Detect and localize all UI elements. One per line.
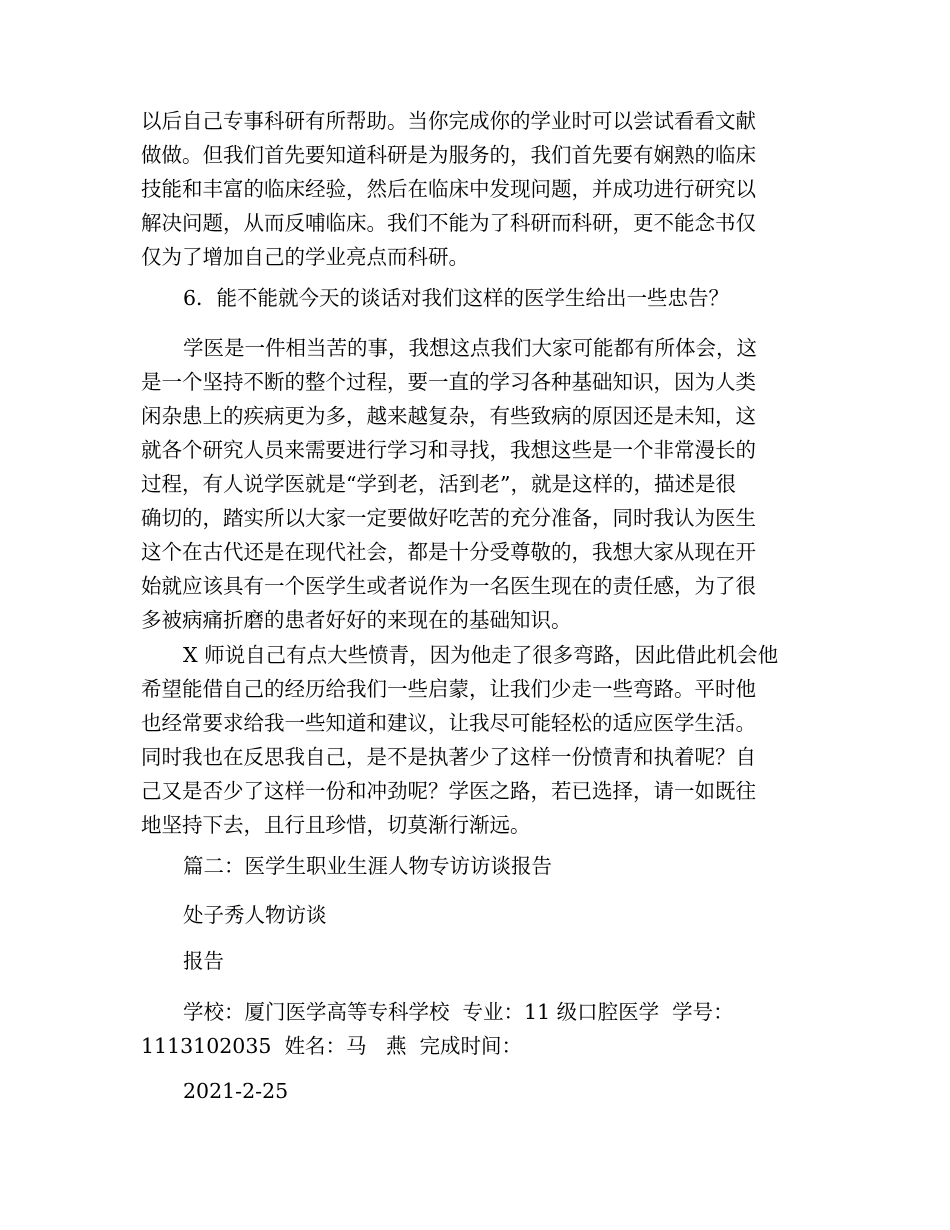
text-line: 技能和丰富的临床经验，然后在临床中发现问题，并成功进行研究以 <box>141 177 756 201</box>
completion-date <box>141 1074 811 1108</box>
text-line: 处子秀人物访谈 <box>183 903 327 927</box>
text-line: 就各个研究人员来需要进行学习和寻找，我想这些是一个非常漫长的 <box>141 438 756 462</box>
question-heading <box>141 281 811 315</box>
text-line: 己又是否少了这样一份和冲劲呢？学医之路，若已选择，请一如既往 <box>141 779 756 803</box>
text-line: 多被病痛折磨的患者好好的来现在的基础知识。 <box>141 608 572 632</box>
text-line: 始就应该具有一个医学生或者说作为一名医生现在的责任感，为了很 <box>141 574 756 598</box>
text-line: 确切的，踏实所以大家一定要做好吃苦的充分准备，同时我认为医生 <box>141 506 756 530</box>
text-line: 解决问题，从而反哺临床。我们不能为了科研而科研，更不能念书仅 <box>141 211 756 235</box>
paragraph-research <box>141 104 811 274</box>
report-label <box>141 944 811 978</box>
text-line: 做做。但我们首先要知道科研是为服务的，我们首先要有娴熟的临床 <box>141 143 756 167</box>
text-line: 报告 <box>183 949 224 973</box>
paragraph-advice <box>141 331 811 637</box>
text-line: X 师说自己有点大些愤青，因为他走了很多弯路，因此借此机会他 <box>183 643 779 667</box>
text-line: 也经常要求给我一些知道和建议，让我尽可能轻松的适应医学生活。 <box>141 711 756 735</box>
text-line: 过程，有人说学医就是“学到老，活到老”，就是这样的，描述是很 <box>141 472 736 496</box>
text-line: 1113102035 姓名：马 燕 完成时间： <box>141 1034 523 1058</box>
text-line: 是一个坚持不断的整个过程，要一直的学习各种基础知识，因为人类 <box>141 370 756 394</box>
student-info <box>141 995 811 1063</box>
section-title <box>141 849 811 883</box>
text-line: 学校：厦门医学高等专科学校 专业：11 级口腔医学 学号： <box>183 1000 734 1024</box>
text-line: 这个在古代还是在现代社会，都是十分受尊敬的，我想大家从现在开 <box>141 540 756 564</box>
text-line: 6．能不能就今天的谈话对我们这样的医学生给出一些忠告？ <box>183 286 730 310</box>
text-line: 地坚持下去，且行且珍惜，切莫渐行渐远。 <box>141 813 531 837</box>
paragraph-reflection <box>141 638 811 842</box>
text-line: 学医是一件相当苦的事，我想这点我们大家可能都有所体会，这 <box>183 336 757 360</box>
subtitle <box>141 898 811 932</box>
text-line: 以后自己专事科研有所帮助。当你完成你的学业时可以尝试看看文献 <box>141 109 756 133</box>
text-line: 篇二：医学生职业生涯人物专访访谈报告 <box>183 854 552 878</box>
text-line: 2021-2-25 <box>183 1079 289 1103</box>
text-line: 闲杂患上的疾病更为多，越来越复杂，有些致病的原因还是未知，这 <box>141 404 756 428</box>
text-line: 同时我也在反思我自己，是不是执著少了这样一份愤青和执着呢？自 <box>141 745 756 769</box>
text-line: 希望能借自己的经历给我们一些启蒙，让我们少走一些弯路。平时他 <box>141 677 756 701</box>
text-line: 仅为了增加自己的学业亮点而科研。 <box>141 245 469 269</box>
